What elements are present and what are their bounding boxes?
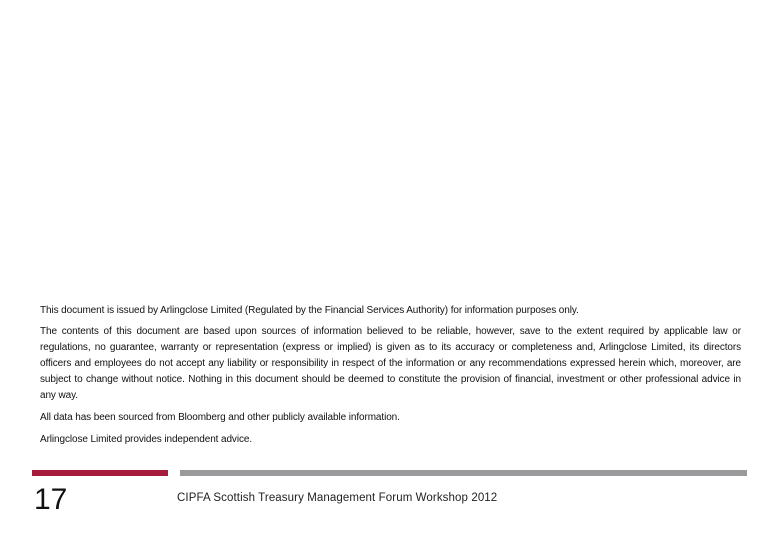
- disclaimer-issued: This document is issued by Arlingclose Limited (Regulated by the Financial Services Authority) for information purposes only.: [40, 305, 579, 316]
- gray-divider: [180, 470, 747, 476]
- accent-divider: [32, 470, 168, 476]
- footer-title: CIPFA Scottish Treasury Management Forum Workshop 2012: [177, 492, 498, 504]
- disclaimer-contents: The contents of this document are based upon sources of information believed to be reliable, however, save to the extent required by applicable law or regulations, no guarantee, warranty or representation (express or implied) is given as to its accuracy or completeness and, Arlingclose Limited, its directors officers and employees do not accept any liability or responsibility in respect of the information or any recommendations expressed herein which, moreover, are subject to change without notice. Nothing in this document should be deemed to constitute the provision of financial, investment or other professional advice in any way.: [40, 326, 741, 401]
- independent-advice-note: Arlingclose Limited provides independent advice.: [40, 434, 252, 445]
- data-source-note: All data has been sourced from Bloomberg and other publicly available information.: [40, 412, 400, 423]
- page-number: 17: [34, 483, 68, 516]
